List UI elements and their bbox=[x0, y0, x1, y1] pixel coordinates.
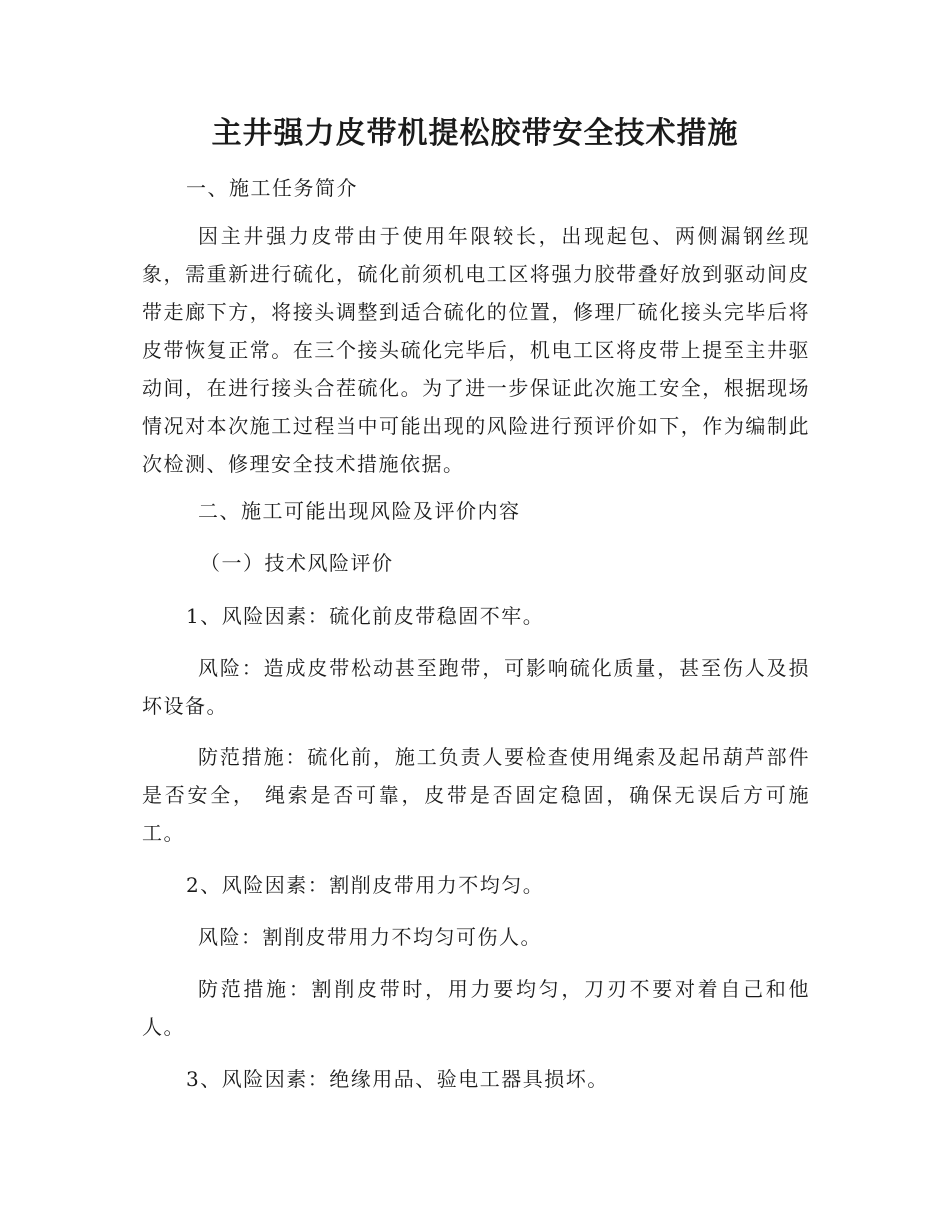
section-heading-risks: 二、施工可能出现风险及评价内容 bbox=[198, 499, 521, 523]
risk-factor-1: 1、风险因素：硫化前皮带稳固不牢。 bbox=[186, 604, 545, 628]
prevention-measure-1: 防范措施：硫化前，施工负责人要检查使用绳索及起吊葫芦部件是否安全， 绳索是否可靠，皮带是否固定稳固，确保无误后方可施工。 bbox=[142, 745, 810, 845]
subsection-heading-tech-risk: （一）技术风险评价 bbox=[200, 551, 394, 575]
risk-factor-2: 2、风险因素：割削皮带用力不均匀。 bbox=[186, 873, 545, 897]
prevention-measure-2: 防范措施：割削皮带时，用力要均匀，刀刃不要对着自己和他人。 bbox=[142, 977, 810, 1039]
risk-description-2: 风险：割削皮带用力不均匀可伤人。 bbox=[198, 925, 542, 949]
document-title: 主井强力皮带机提松胶带安全技术措施 bbox=[211, 116, 739, 151]
risk-factor-3: 3、风险因素：绝缘用品、验电工器具损坏。 bbox=[186, 1067, 609, 1091]
risk-description-1: 风险：造成皮带松动甚至跑带，可影响硫化质量，甚至伤人及损坏设备。 bbox=[142, 656, 810, 718]
section-heading-task-intro: 一、施工任务简介 bbox=[186, 176, 358, 200]
intro-paragraph: 因主井强力皮带由于使用年限较长，出现起包、两侧漏钢丝现象，需重新进行硫化，硫化前须机电工区将强力胶带叠好放到驱动间皮带走廊下方，将接头调整到适合硫化的位置，修理厂硫化接头完毕后将皮带恢复正常。在三个接头硫化完毕后，机电工区将皮带上提至主井驱动间，在进行接头合茬硫化。为了进一步保证此次施工安全，根据现场情况对本次施工过程当中可能出现的风险进行预评价如下，作为编制此次检测、修理安全技术措施依据。 bbox=[142, 224, 810, 476]
